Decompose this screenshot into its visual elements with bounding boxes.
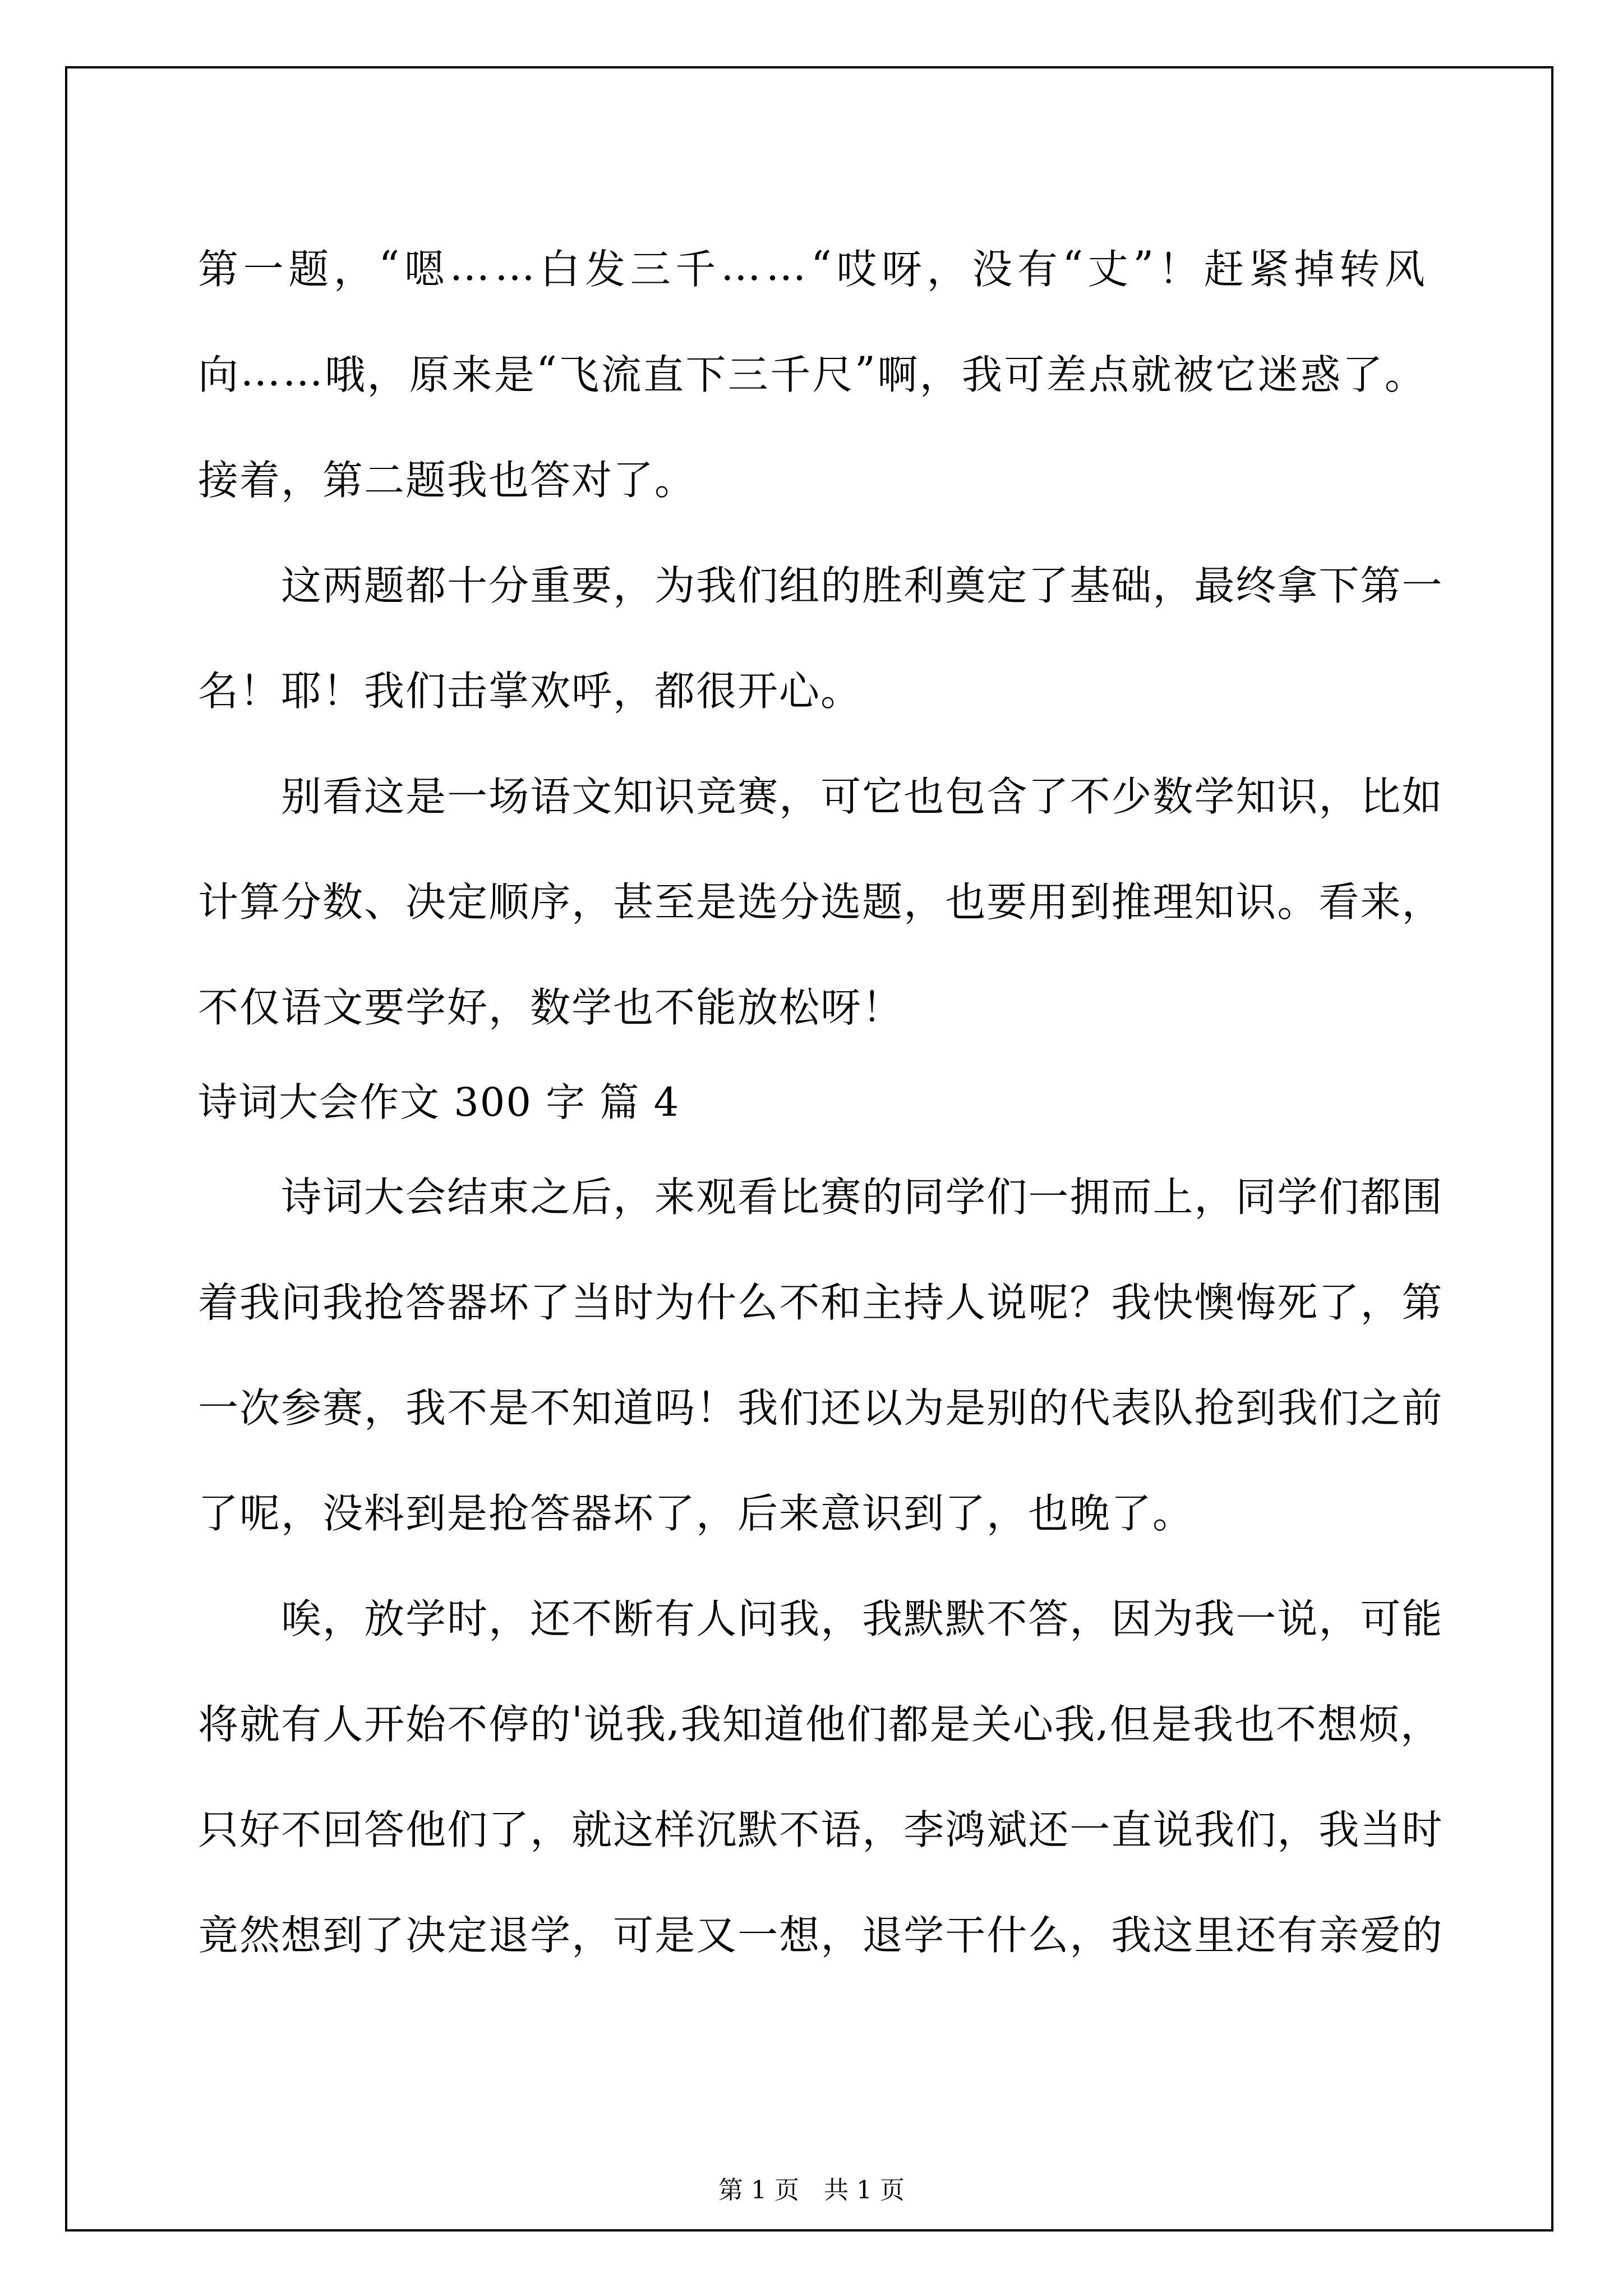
text-line: 这 两 题 都 十 分 重 要 ， 为 我 们 组 的 胜 利 奠 定 了 基 础 ， 最 终 拿 下 第 一 [281, 562, 1444, 609]
text-line: 将 就 有 人 开 始 不 停 的 ' 说 我 , 我 知 道 他 们 都 是 关 心 我 , 但 是 我 也 不 想 烦 ， [198, 1697, 1442, 1748]
text-line: 着 我 问 我 抢 答 器 坏 了 当 时 为 什 么 不 和 主 持 人 说 呢 ？ 我 快 懊 悔 死 了 ， 第 [198, 1279, 1444, 1326]
text-line: 名！耶！我们击掌欢呼，都很开心。 [198, 668, 863, 715]
document-body [198, 213, 1444, 1985]
text-line: 不仅语文要学好，数学也不能放松呀！ [198, 984, 904, 1031]
text-line: 向 … … 哦 ， 原 来 是 “ 飞 流 直 下 三 千 尺 ” 啊 ， 我 可 差 点 就 被 它 迷 惑 了 。 [198, 348, 1426, 398]
page-footer: 第 1 页 共 1 页 [718, 2176, 905, 2205]
text-line: 了呢，没料到是抢答器坏了，后来意识到了，也晚了。 [198, 1490, 1195, 1537]
text-line: 唉 ， 放 学 时 ， 还 不 断 有 人 问 我 ， 我 默 默 不 答 ， 因 为 我 一 说 ， 可 能 [281, 1595, 1444, 1642]
text-line: 接着，第二题我也答对了。 [198, 457, 697, 504]
section-heading: 诗词大会作文 300 字 篇 4 [198, 1079, 680, 1125]
text-line: 一 次 参 赛 ， 我 不 是 不 知 道 吗 ！ 我 们 还 以 为 是 别 的 代 表 队 抢 到 我 们 之 前 [198, 1384, 1444, 1432]
text-line: 只 好 不 回 答 他 们 了 ， 就 这 样 沉 默 不 语 ， 李 鸿 斌 还 一 直 说 我 们 ， 我 当 时 [198, 1806, 1444, 1853]
text-line: 竟 然 想 到 了 决 定 退 学 ， 可 是 又 一 想 ， 退 学 干 什 么 ， 我 这 里 还 有 亲 爱 的 [198, 1912, 1444, 1959]
text-line: 第 一 题 ， “ 嗯 … … 白 发 三 千 … … “ 哎 呀 ， 没 有 “ 丈 ” ！ 赶 紧 掉 转 风 [198, 242, 1426, 293]
text-line: 计 算 分 数 、 决 定 顺 序 ， 甚 至 是 选 分 选 题 ， 也 要 用 到 推 理 知 识 。 看 来 ， [198, 878, 1444, 926]
text-line: 别 看 这 是 一 场 语 文 知 识 竞 赛 ， 可 它 也 包 含 了 不 少 数 学 知 识 ， 比 如 [281, 773, 1444, 820]
text-line: 诗 词 大 会 结 束 之 后 ， 来 观 看 比 赛 的 同 学 们 一 拥 而 上 ， 同 学 们 都 围 [281, 1174, 1444, 1221]
